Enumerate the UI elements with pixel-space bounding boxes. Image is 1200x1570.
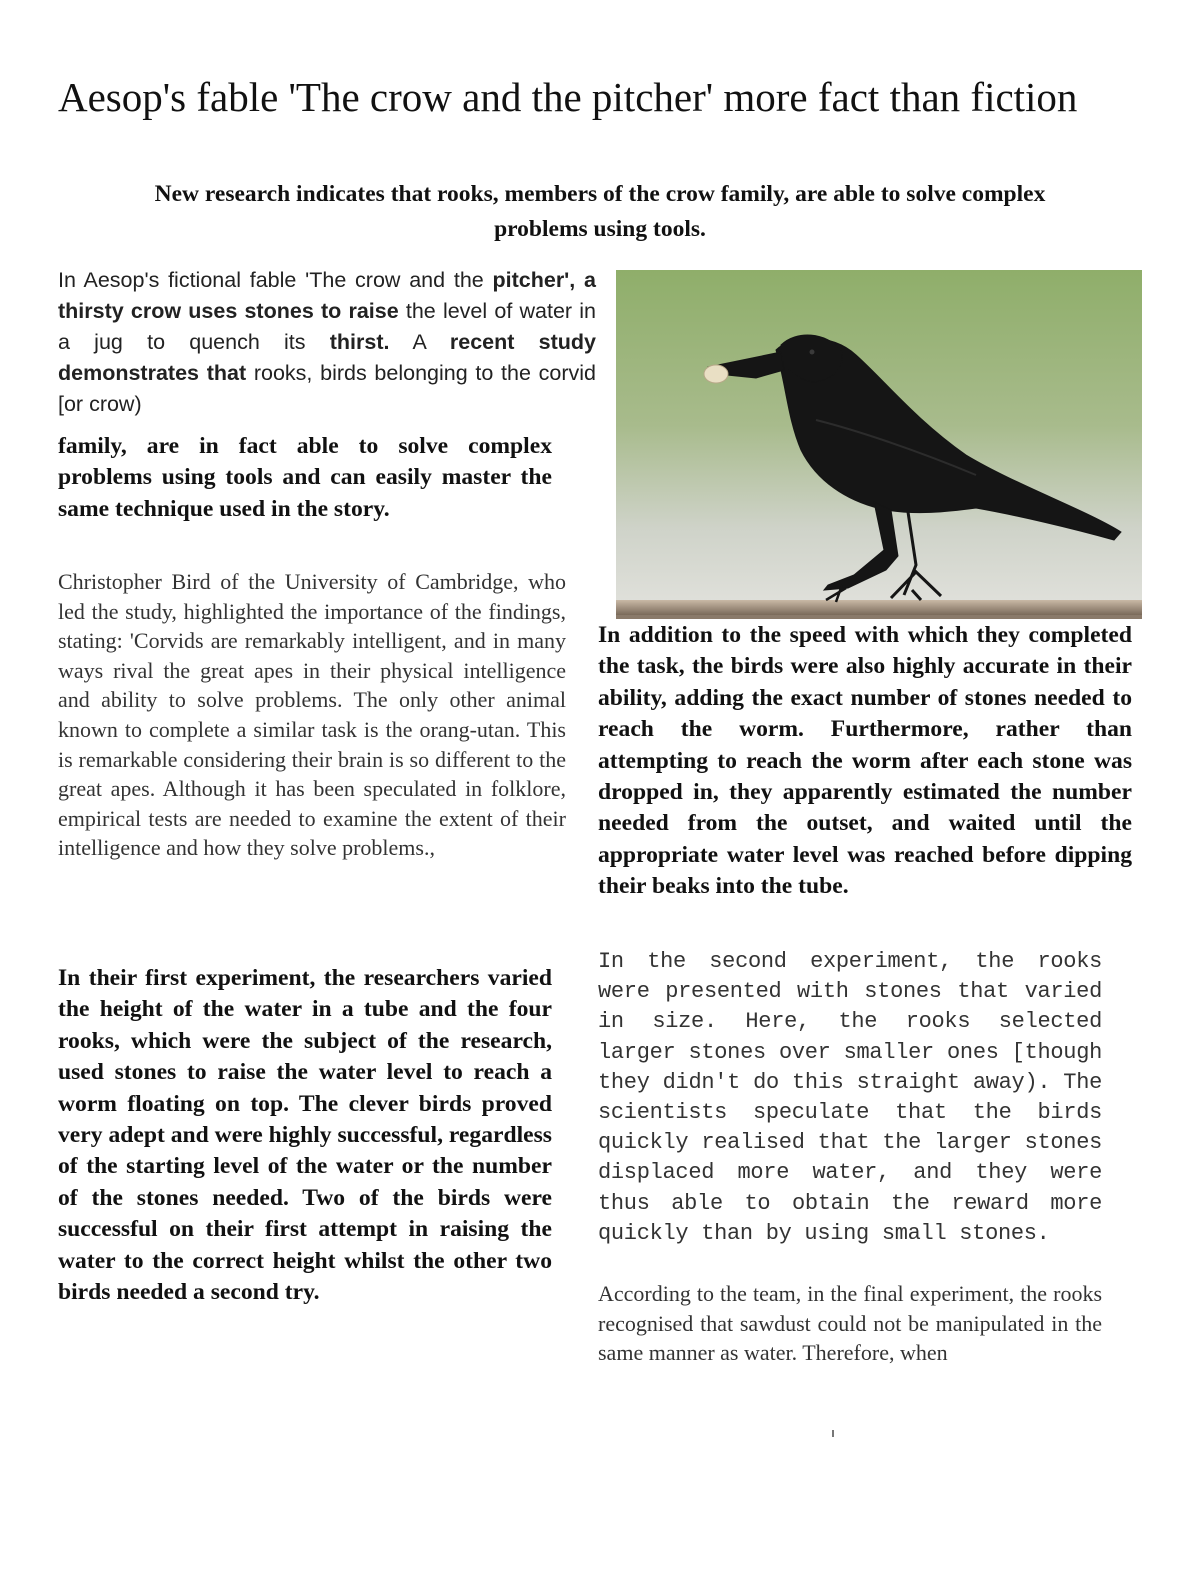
intro-text-e: A	[389, 330, 450, 354]
intro-text-a: In Aesop's fictional fable 'The crow and the	[58, 268, 493, 292]
crow-illustration	[616, 270, 1142, 615]
paragraph-second-experiment: In the second experiment, the rooks were presented with stones that varied in size. Here, the rooks selected larger stones over smaller ones [though they didn't do this straight away). The scientists speculate that the birds quickly realised that the larger stones displaced more water, and they were thus able to obtain the reward more quickly than by using small stones.	[598, 949, 1102, 1246]
paragraph-accuracy: In addition to the speed with which they completed the task, the birds were also highly accurate in their ability, adding the exact number of stones needed to reach the worm. Furthermore, rather than attempting to reach the worm after each stone was dropped in, they apparently estimated the number needed from the outset, and waited until the appropriate water level was reached before dipping their beaks into the tube.	[598, 622, 1132, 900]
scan-mark	[832, 1430, 834, 1437]
crow-photo	[616, 270, 1142, 619]
paragraph-quote: Christopher Bird of the University of Cambridge, who led the study, highlighted the importance of the findings, stating: 'Corvids are remarkably intelligent, and in many ways rival the great apes in their physical intelligence and ability to solve problems. The only other animal known to complete a similar task is the orang-utan. This is remarkable considering their brain is so different to the great apes. Although it has been speculated in folklore, empirical tests are needed to examine the extent of their intelligence and how they solve problems.,	[58, 569, 566, 861]
intro-text-c: the level of water in a jug to quench its	[58, 299, 596, 354]
article-title: Aesop's fable 'The crow and the pitcher' more fact than fiction	[58, 74, 1078, 120]
paragraph-first-experiment: In their first experiment, the researchers varied the height of the water in a tube and the four rooks, which were the subject of the research, used stones to raise the water level to reach a worm floating on top. The clever birds proved very adept and were highly successful, regardless of the starting level of the water or the number of the stones needed. Two of the birds were successful on their first attempt in raising the water to the correct height whilst the other two birds needed a second try.	[58, 965, 552, 1306]
intro-text-g: rooks, birds belonging to the corvid [or crow)	[58, 361, 596, 416]
article-subtitle: New research indicates that rooks, members of the crow family, are able to solve complex problems using tools.	[154, 181, 1046, 242]
paragraph-intro-continued: family, are in fact able to solve complex problems using tools and can easily master the same technique used in the story.	[58, 433, 552, 522]
intro-text-f: recent study demonstrates that	[58, 330, 596, 385]
paragraph-intro	[58, 265, 596, 420]
intro-text-b: pitcher', a thirsty crow uses stones to raise	[58, 268, 596, 323]
intro-text-d: thirst.	[329, 330, 390, 354]
paragraph-final-experiment: According to the team, in the final experiment, the rooks recognised that sawdust could not be manipulated in the same manner as water. Therefore, when	[598, 1281, 1102, 1366]
